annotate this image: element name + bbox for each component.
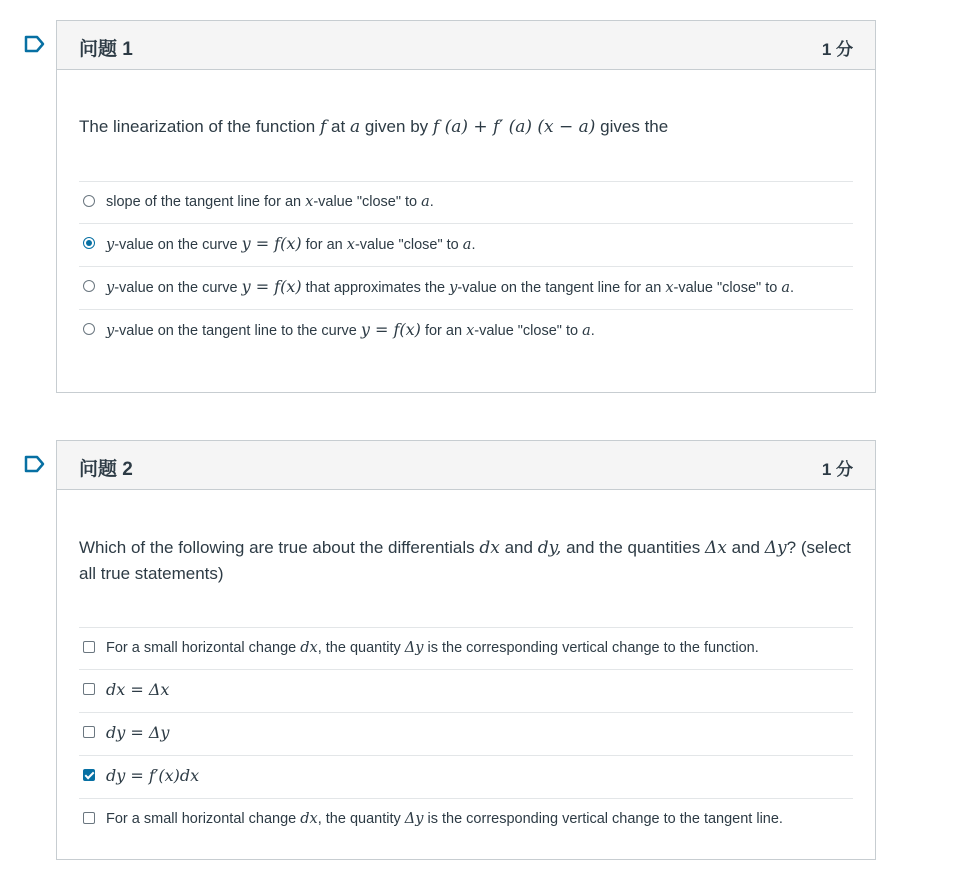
flag-question-icon[interactable] [24,35,46,53]
answer-option[interactable] [79,669,853,712]
checkbox[interactable] [83,726,95,738]
answer-option[interactable] [79,266,853,309]
answer-text: . [471,237,476,253]
math-a: a [421,194,430,210]
math-x: x [665,280,674,296]
math-x: x [346,237,355,253]
prompt-text: at [331,117,346,136]
question-title: 问题 1 [79,39,133,60]
question-2-card [56,440,876,860]
answer-text: , the quantity [317,811,401,827]
math-dx: dx [300,640,318,656]
math-dx: dx [300,811,318,827]
answer-text: . [590,323,595,339]
question-1-card [56,20,876,393]
math-y: y [449,280,458,296]
question-header [57,21,875,70]
math-dy: dy, [537,538,562,558]
radio-button-selected[interactable] [83,237,95,249]
math-equation: y = f(x) [360,320,421,339]
answer-text: -value on the curve [114,237,238,253]
prompt-text: and the quantities [566,538,701,557]
math-y: y [106,237,115,253]
answer-text: For a small horizontal change [106,811,297,827]
radio-button[interactable] [83,195,95,207]
question-text [79,535,853,587]
checkbox[interactable] [83,641,95,653]
math-x: x [466,323,475,339]
answer-text: slope of the tangent line for an [106,194,302,210]
answer-option-selected[interactable] [79,223,853,266]
answer-text: -value on the tangent line for an [457,280,662,296]
question-points: 1 分 [821,460,853,479]
answer-text: is the corresponding vertical change to the function. [427,640,759,656]
answer-text: . [789,280,795,296]
question-title: 问题 2 [79,459,133,480]
checkbox[interactable] [83,683,95,695]
prompt-text: given by [364,117,429,136]
answer-text: -value "close" to [354,237,459,253]
math-a: a [349,117,361,137]
math-delta-x: Δx [705,538,727,558]
prompt-text: The linearization of the function [79,117,316,136]
answer-option[interactable] [79,627,853,669]
answer-option[interactable] [79,798,853,840]
answer-text: -value "close" to [474,323,579,339]
question-text [79,114,853,140]
math-a: a [582,323,591,339]
answer-text: for an [305,237,343,253]
radio-button[interactable] [83,280,95,292]
math-dx: dx [479,538,500,558]
math-equation: dy = Δy [106,723,170,742]
prompt-text: gives the [600,117,669,136]
checkbox-checked[interactable] [83,769,95,781]
math-delta-y: Δy [764,538,787,558]
question-header [57,441,875,490]
answer-text: for an [424,323,463,339]
math-equation: y = f(x) [241,277,302,296]
radio-button[interactable] [83,323,95,335]
answer-option[interactable] [79,181,853,223]
math-equation: dy = f′(x)dx [106,766,200,785]
question-points: 1 分 [821,40,853,59]
prompt-text: and [731,538,761,557]
answer-option[interactable] [79,309,853,352]
answer-option-selected[interactable] [79,755,853,798]
answer-text: For a small horizontal change [106,640,297,656]
math-a: a [462,237,472,253]
math-x: x [305,194,314,210]
answer-list [79,181,853,352]
math-delta-y: Δy [404,811,424,827]
math-a: a [781,280,790,296]
answer-text: that approximates the [305,280,446,296]
answer-text: . [429,194,434,210]
math-formula: f (a) + f′ (a) (x − a) [432,117,596,137]
prompt-text: Which of the following are true about the differentials [79,538,475,557]
math-equation: y = f(x) [241,234,302,253]
answer-text: -value "close" to [673,280,778,296]
answer-option[interactable] [79,712,853,755]
prompt-text: ? (select all true statements) [79,538,851,583]
answer-text: , the quantity [317,640,401,656]
flag-question-icon[interactable] [24,455,46,473]
math-y: y [106,280,115,296]
math-f: f [320,117,327,137]
answer-list [79,627,853,840]
math-equation: dx = Δx [106,680,170,699]
answer-text: is the corresponding vertical change to the tangent line. [427,811,783,827]
answer-text: -value "close" to [313,194,418,210]
prompt-text: and [504,538,533,557]
math-y: y [106,323,115,339]
answer-text: -value on the tangent line to the curve [114,323,357,339]
math-delta-y: Δy [404,640,424,656]
answer-text: -value on the curve [114,280,238,296]
checkbox[interactable] [83,812,95,824]
